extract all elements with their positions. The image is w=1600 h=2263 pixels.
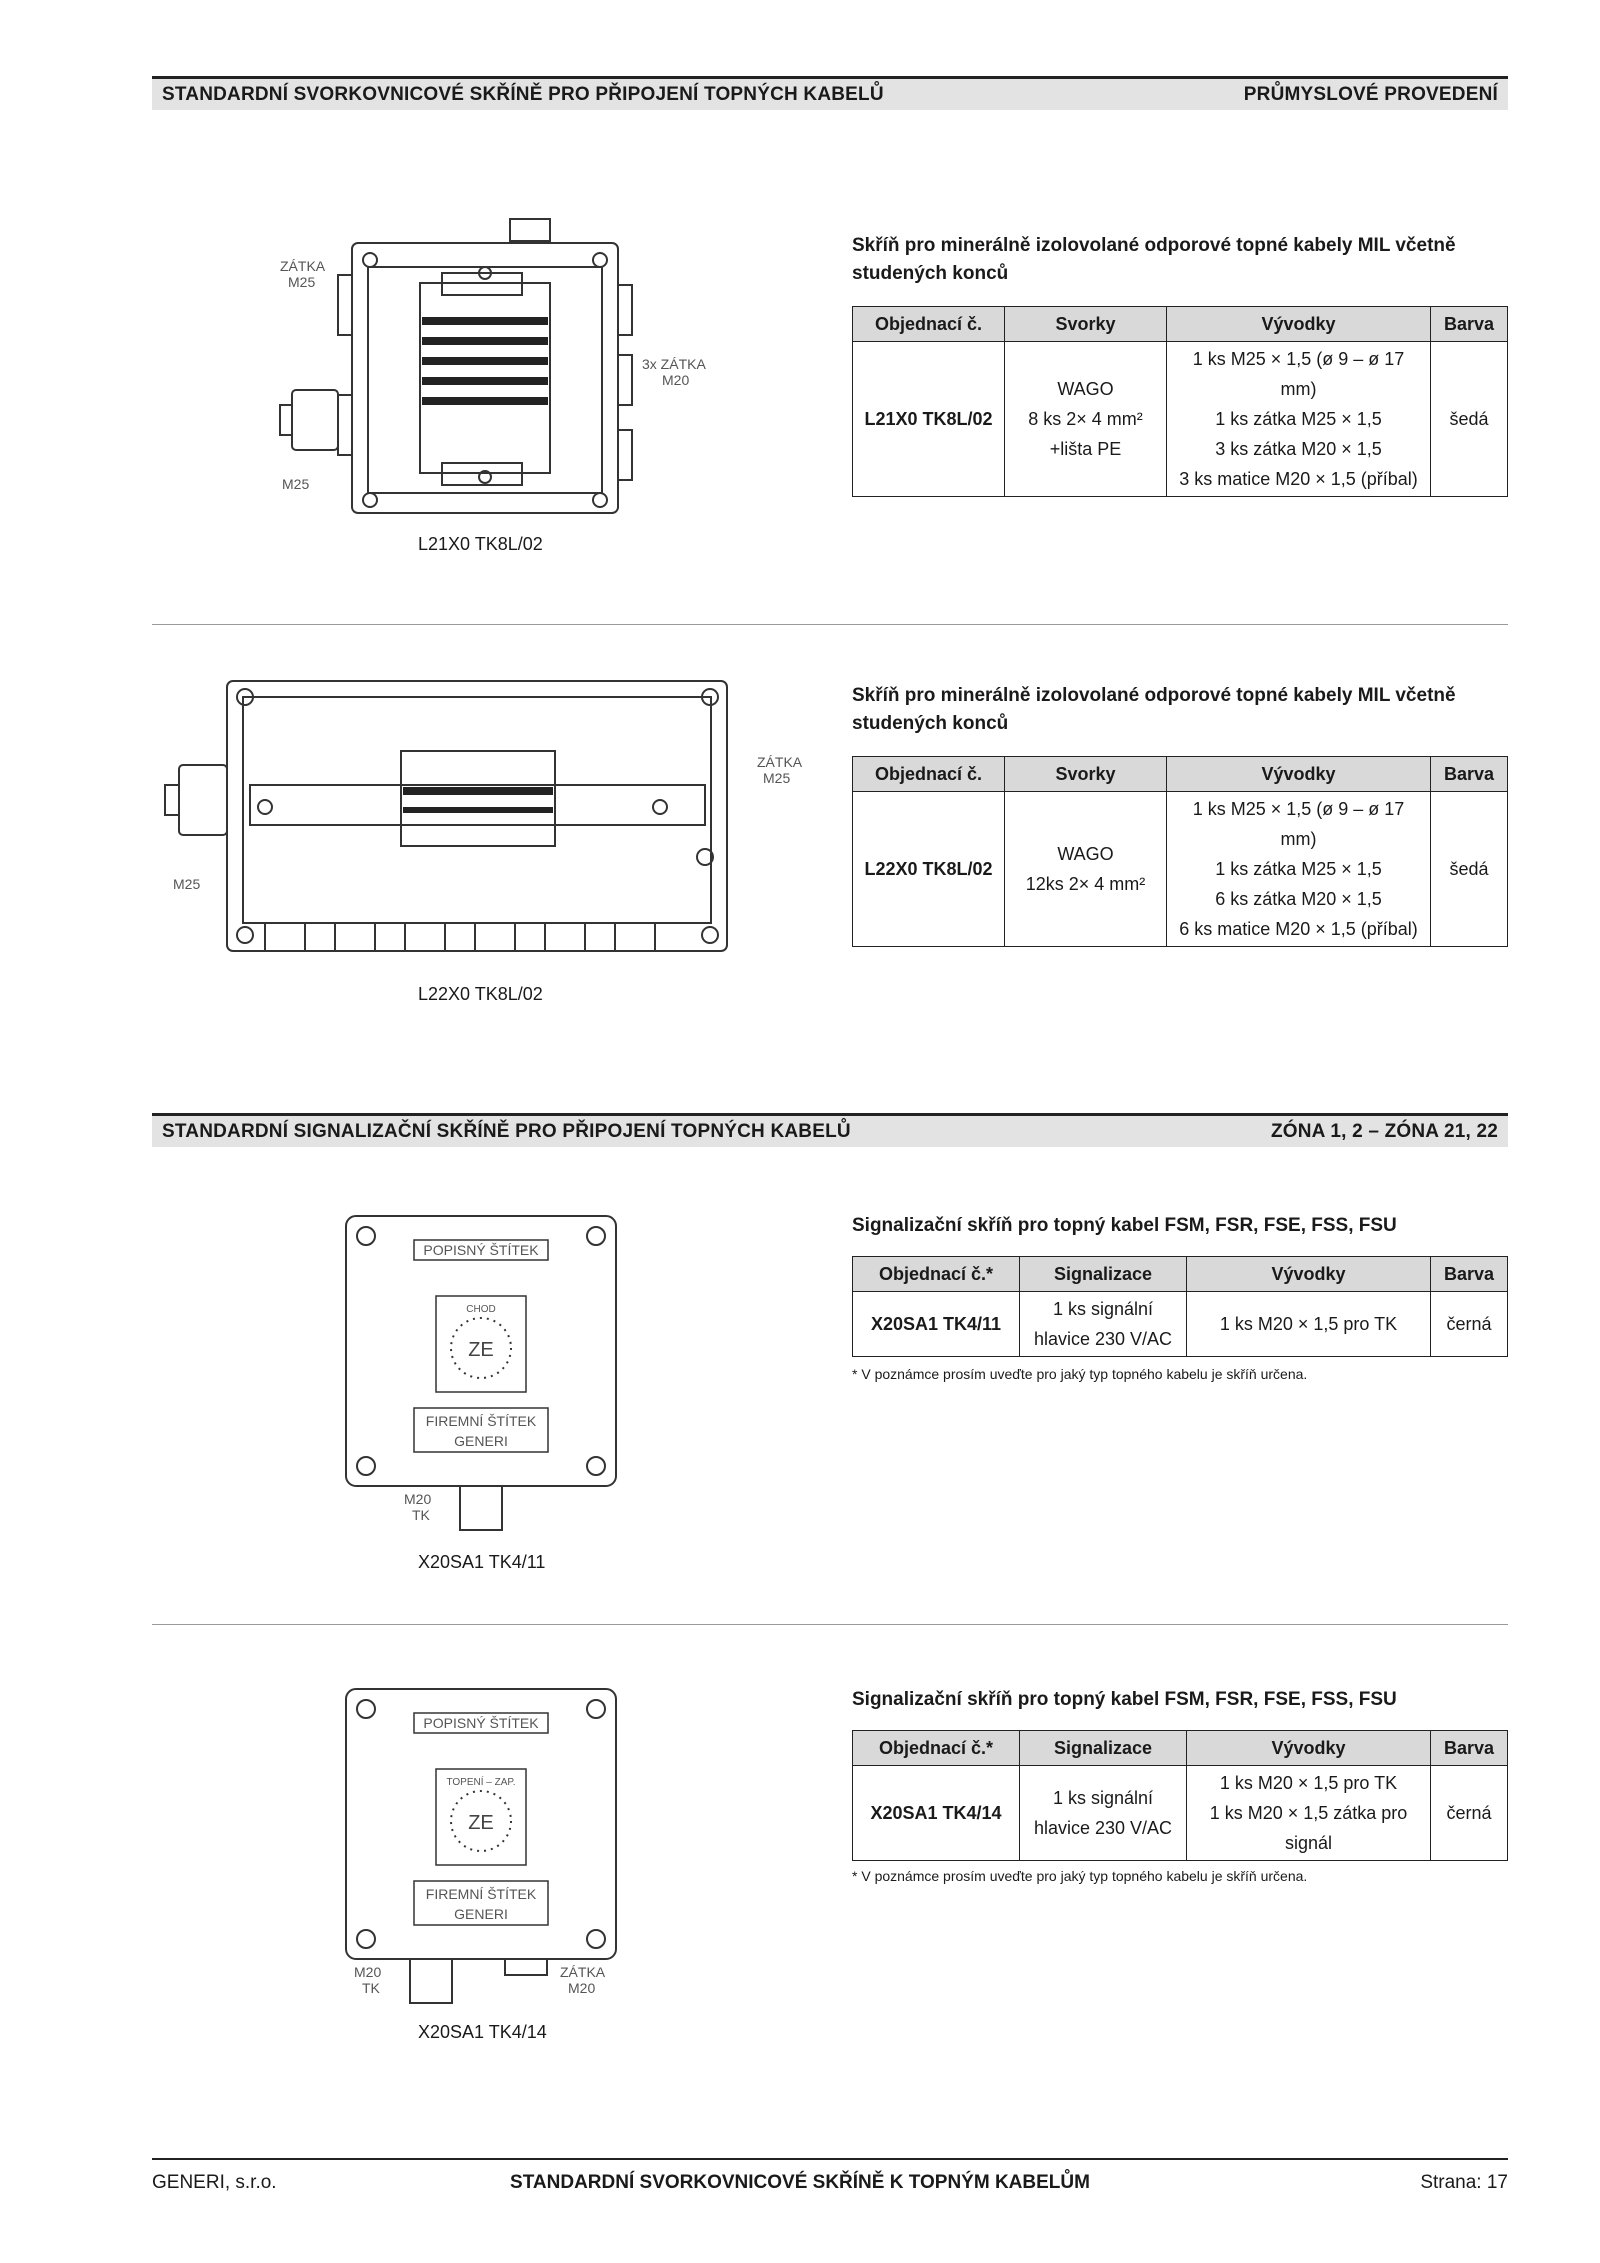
col-header: Objednací č. xyxy=(853,307,1005,342)
signal-line: 1 ks signální xyxy=(1052,1788,1154,1808)
box-drawing-l21x0 xyxy=(270,215,750,535)
label-zatka: ZÁTKA xyxy=(280,258,326,274)
figure-caption: L22X0 TK8L/02 xyxy=(418,984,543,1004)
color-value: šedá xyxy=(1431,342,1508,497)
col-header: Vývodky xyxy=(1167,307,1431,342)
col-header: Barva xyxy=(1431,307,1508,342)
footer-company: GENERI, s.r.o. xyxy=(152,2172,277,2193)
company-name: GENERI xyxy=(454,1433,508,1449)
signal-line: hlavice 230 V/AC xyxy=(1033,1818,1173,1838)
gland-line: 1 ks zátka M25 × 1,5 xyxy=(1215,409,1382,429)
product-title: Skříň pro minerálně izolovolané odporové topné kabely MIL včetně studených konců xyxy=(852,685,1456,734)
gland-line: 6 ks matice M20 × 1,5 (příbal) xyxy=(1179,919,1418,939)
footnote: * V poznámce prosím uveďte pro jaký typ topného kabelu je skříň určena. xyxy=(852,1366,1308,1382)
label-m20-plug: M20 xyxy=(568,1980,596,1996)
spec-table xyxy=(852,1730,1508,1861)
col-header: Signalizace xyxy=(1020,1731,1187,1766)
label-m20: M20 xyxy=(354,1964,382,1980)
label-tk: TK xyxy=(412,1507,430,1523)
color-value: šedá xyxy=(1431,792,1508,947)
figure-caption: X20SA1 TK4/11 xyxy=(418,1552,546,1572)
order-code: X20SA1 TK4/11 xyxy=(853,1292,1020,1357)
footer-title: STANDARDNÍ SVORKOVNICOVÉ SKŘÍNĚ K TOPNÝM KABELŮM xyxy=(510,2172,1090,2193)
col-header: Objednací č.* xyxy=(853,1257,1020,1292)
label-m20: M20 xyxy=(662,372,690,388)
terminal-line: 8 ks 2× 4 mm² xyxy=(1028,409,1143,429)
header-band xyxy=(152,76,1508,110)
gland-line: 6 ks zátka M20 × 1,5 xyxy=(1215,889,1382,909)
gland-line: 3 ks matice M20 × 1,5 (příbal) xyxy=(1179,469,1418,489)
order-code: X20SA1 TK4/14 xyxy=(853,1766,1020,1861)
label-zatka: ZÁTKA xyxy=(757,754,803,770)
box-drawing-x20sa1-14 xyxy=(340,1685,630,2020)
nameplate-label: POPISNÝ ŠTÍTEK xyxy=(423,1242,539,1258)
spec-table xyxy=(852,1256,1508,1357)
gland-line: 1 ks zátka M25 × 1,5 xyxy=(1215,859,1382,879)
col-header: Barva xyxy=(1431,757,1508,792)
terminal-line: WAGO xyxy=(1057,844,1114,864)
header-subtitle: PRŮMYSLOVÉ PROVEDENÍ xyxy=(1243,84,1498,105)
col-header: Signalizace xyxy=(1020,1257,1187,1292)
col-header: Svorky xyxy=(1005,757,1167,792)
box-drawing-l22x0 xyxy=(155,675,805,975)
terminal-line: +lišta PE xyxy=(1049,439,1122,459)
product-title: Signalizační skříň pro topný kabel FSM, FSR, FSE, FSS, FSU xyxy=(852,1689,1397,1710)
gland-line: 1 ks M20 × 1,5 pro TK xyxy=(1219,1773,1398,1793)
footer-page-number: Strana: 17 xyxy=(1420,2172,1508,2193)
col-header: Vývodky xyxy=(1187,1257,1431,1292)
signal-line: hlavice 230 V/AC xyxy=(1033,1329,1173,1349)
lamp-ze-label: ZE xyxy=(468,1339,494,1361)
section-divider xyxy=(152,624,1508,625)
label-m25-bottom: M25 xyxy=(282,476,310,492)
header-title: STANDARDNÍ SVORKOVNICOVÉ SKŘÍNĚ PRO PŘIPOJENÍ TOPNÝCH KABELŮ xyxy=(162,84,884,105)
terminal-line: 12ks 2× 4 mm² xyxy=(1025,874,1146,894)
footnote: * V poznámce prosím uveďte pro jaký typ topného kabelu je skříň určena. xyxy=(852,1868,1308,1884)
product-title: Skříň pro minerálně izolovolané odporové topné kabely MIL včetně studených konců xyxy=(852,235,1456,284)
col-header: Objednací č.* xyxy=(853,1731,1020,1766)
gland-line: 1 ks M25 × 1,5 (ø 9 – ø 17 mm) xyxy=(1192,799,1405,849)
col-header: Vývodky xyxy=(1187,1731,1431,1766)
section-title: STANDARDNÍ SIGNALIZAČNÍ SKŘÍNĚ PRO PŘIPOJENÍ TOPNÝCH KABELŮ xyxy=(162,1121,851,1142)
col-header: Svorky xyxy=(1005,307,1167,342)
lamp-label: CHOD xyxy=(466,1304,496,1315)
color-value: černá xyxy=(1431,1292,1508,1357)
col-header: Barva xyxy=(1431,1257,1508,1292)
col-header: Objednací č. xyxy=(853,757,1005,792)
lamp-ze-label: ZE xyxy=(468,1812,494,1834)
label-m25-top: M25 xyxy=(288,274,316,290)
gland-line: signál xyxy=(1284,1833,1333,1853)
col-header: Vývodky xyxy=(1167,757,1431,792)
label-m25-left: M25 xyxy=(173,876,201,892)
label-m25-right: M25 xyxy=(763,770,791,786)
spec-table xyxy=(852,306,1508,497)
footer-rule xyxy=(152,2158,1508,2160)
lamp-label: TOPENÍ – ZAP. xyxy=(446,1777,516,1788)
gland-line: 1 ks M20 × 1,5 zátka pro xyxy=(1209,1803,1408,1823)
nameplate-label: POPISNÝ ŠTÍTEK xyxy=(423,1715,539,1731)
gland-line: 3 ks zátka M20 × 1,5 xyxy=(1215,439,1382,459)
label-zatka: ZÁTKA xyxy=(560,1964,606,1980)
spec-table xyxy=(852,756,1508,947)
figure-caption: X20SA1 TK4/14 xyxy=(418,2022,547,2042)
company-plate-label: FIREMNÍ ŠTÍTEK xyxy=(425,1886,537,1902)
label-m20: M20 xyxy=(404,1491,432,1507)
figure-caption: L21X0 TK8L/02 xyxy=(418,534,543,554)
box-drawing-x20sa1-11 xyxy=(340,1212,630,1547)
gland-line: 1 ks M25 × 1,5 (ø 9 – ø 17 mm) xyxy=(1192,349,1405,399)
gland-line: 1 ks M20 × 1,5 pro TK xyxy=(1219,1314,1398,1334)
col-header: Barva xyxy=(1431,1731,1508,1766)
order-code: L21X0 TK8L/02 xyxy=(853,342,1005,497)
label-tk: TK xyxy=(362,1980,380,1996)
signal-line: 1 ks signální xyxy=(1052,1299,1154,1319)
terminal-line: WAGO xyxy=(1057,379,1114,399)
company-plate-label: FIREMNÍ ŠTÍTEK xyxy=(425,1413,537,1429)
product-title: Signalizační skříň pro topný kabel FSM, FSR, FSE, FSS, FSU xyxy=(852,1215,1397,1236)
company-name: GENERI xyxy=(454,1906,508,1922)
color-value: černá xyxy=(1431,1766,1508,1861)
order-code: L22X0 TK8L/02 xyxy=(853,792,1005,947)
label-3x-zatka: 3x ZÁTKA xyxy=(642,356,706,372)
section-divider xyxy=(152,1624,1508,1625)
section-zone: ZÓNA 1, 2 – ZÓNA 21, 22 xyxy=(1270,1121,1498,1142)
section-band xyxy=(152,1113,1508,1147)
